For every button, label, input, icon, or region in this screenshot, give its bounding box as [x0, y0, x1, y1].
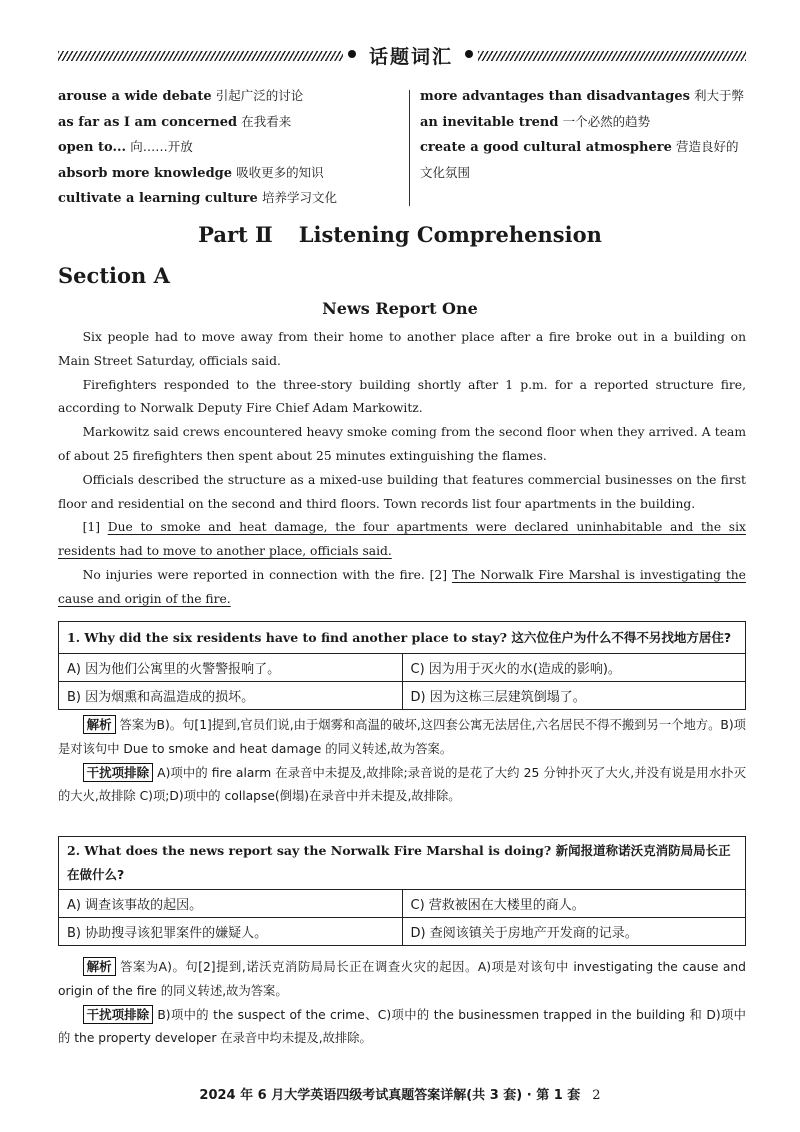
distractor-tag: 干扰项排除 — [83, 1005, 154, 1024]
vocab-zh: 一个必然的趋势 — [562, 113, 651, 129]
banner-hatch-right — [478, 51, 746, 61]
vocab-en: arouse a wide debate — [58, 89, 212, 104]
vocab-item — [420, 110, 746, 136]
part-heading: Listening Comprehension — [298, 222, 602, 247]
sentence-marker: [1] — [82, 520, 101, 535]
vocab-zh: 营造良好的文化氛围 — [420, 139, 739, 180]
vocab-zh: 利大于弊 — [694, 88, 745, 103]
analysis-text: 答案为A)。句[2]提到,诺沃克消防局局长正在调查火灾的起因。A)项是对该句中 investigating the cause and origin of the fire 的同义转述,故为答案。 — [58, 960, 746, 998]
page-number: 2 — [592, 1088, 601, 1103]
question-1-table — [58, 621, 746, 710]
analysis-tag: 解析 — [83, 715, 116, 734]
paragraph: Officials described the structure as a mixed-use building that features commercial businesses on the first floor and residential on the second and third floors. Town records list four apartments in the building. — [58, 472, 746, 511]
vocab-list — [58, 84, 746, 216]
option-b: B) 协助搜寻该犯罪案件的嫌疑人。 — [59, 918, 403, 946]
question-2-table — [58, 836, 746, 946]
option-c: C) 因为用于灭火的水(造成的影响)。 — [402, 654, 746, 682]
analysis-tag: 解析 — [83, 957, 116, 976]
paragraph: Six people had to move away from their home to another place after a fire broke out in a building on Main Street Saturday, officials said. — [58, 330, 746, 368]
vocab-zh: 向……开放 — [130, 139, 193, 154]
vocab-column-right — [420, 84, 746, 186]
banner-dot-left — [348, 50, 356, 58]
vocab-column-left — [58, 84, 403, 212]
key-sentence-2: The Norwalk Fire Marshal is investigating the cause and origin of the fire. — [58, 567, 746, 606]
vocab-zh: 引起广泛的讨论 — [215, 88, 304, 103]
news-report-body — [58, 326, 746, 612]
question-zh: 新闻报道称诺沃克消防局局长正在做什么? — [67, 843, 731, 882]
key-sentence-1: Due to smoke and heat damage, the four apartments were declared uninhabitable and the six residents had to move to another place, officials said. — [58, 520, 746, 559]
paragraph — [58, 516, 746, 564]
option-b: B) 因为烟熏和高温造成的损坏。 — [59, 682, 403, 710]
option-d: D) 因为这栋三层建筑倒塌了。 — [402, 682, 746, 710]
part-number: Part Ⅱ — [198, 222, 273, 247]
vocab-divider — [409, 90, 410, 206]
distractor-text: A)项中的 fire alarm 在录音中未提及,故排除;录音说的是花了大约 25 分钟扑灭了大火,并没有说是用水扑灭的大火,故排除 C)项;D)项中的 collapse(倒塌)在录音中并未提及,故排除。 — [58, 765, 746, 804]
vocab-en: create a good cultural atmosphere — [420, 140, 672, 155]
option-a: A) 调查该事故的起因。 — [59, 890, 403, 918]
vocab-zh: 吸收更多的知识 — [236, 164, 324, 180]
section-title: Section A — [58, 263, 170, 288]
vocab-en: more advantages than disadvantages — [420, 89, 690, 104]
vocab-zh: 在我看来 — [241, 113, 292, 129]
paragraph: Markowitz said crews encountered heavy smoke coming from the second floor when they arrived. A team of about 25 firefighters then spent about 25 minutes extinguishing the flames. — [58, 425, 746, 463]
sentence-marker: [2] — [429, 567, 448, 582]
analysis-text: 答案为B)。句[1]提到,官员们说,由于烟雾和高温的破坏,这四套公寓无法居住,六名居民不得不搬到另一个地方。B)项是对该句中 Due to smoke and heat damage 的同义转述,故为答案。 — [58, 718, 746, 756]
news-report-title: News Report One — [322, 299, 478, 318]
question-1-text — [59, 622, 746, 654]
vocab-zh: 培养学习文化 — [261, 190, 337, 205]
distractor-paragraph — [58, 762, 746, 810]
vocab-item — [420, 135, 746, 186]
question-en: 1. Why did the six residents have to find another place to stay? — [67, 629, 507, 645]
page-footer — [0, 1084, 800, 1103]
question-2-text — [59, 837, 746, 890]
vocab-item — [58, 135, 403, 161]
banner-title: 话题词汇 — [368, 46, 453, 68]
vocab-item — [58, 186, 403, 212]
banner-hatch-left — [58, 51, 343, 61]
banner-dot-right — [465, 50, 473, 58]
vocab-item — [58, 84, 403, 110]
vocab-en: cultivate a learning culture — [58, 191, 258, 206]
vocab-item — [58, 110, 403, 136]
question-2-explanation — [58, 956, 746, 1051]
question-en: 2. What does the news report say the Norwalk Fire Marshal is doing? — [67, 843, 552, 858]
question-1-explanation — [58, 714, 746, 809]
vocab-item — [420, 84, 746, 110]
topic-vocab-banner — [58, 42, 746, 70]
vocab-item — [58, 161, 403, 187]
vocab-en: as far as I am concerned — [58, 114, 238, 130]
vocab-en: an inevitable trend — [420, 114, 559, 130]
option-d: D) 查阅该镇关于房地产开发商的记录。 — [402, 918, 746, 946]
analysis-paragraph — [58, 956, 746, 1004]
part-title — [0, 222, 800, 247]
sentence-text: No injuries were reported in connection with the fire. — [82, 567, 425, 582]
vocab-en: open to... — [58, 140, 127, 155]
paragraph: Firefighters responded to the three-story building shortly after 1 p.m. for a reported structure fire, according to Norwalk Deputy Fire Chief Adam Markowitz. — [58, 377, 746, 416]
footer-text: 2024 年 6 月大学英语四级考试真题答案详解(共 3 套) · 第 1 套 — [199, 1088, 581, 1103]
vocab-en: absorb more knowledge — [58, 165, 233, 181]
question-zh: 这六位住户为什么不得不另找地方居住? — [511, 629, 732, 645]
paragraph — [58, 564, 746, 612]
option-a: A) 因为他们公寓里的火警警报响了。 — [59, 654, 403, 682]
option-c: C) 营救被困在大楼里的商人。 — [402, 890, 746, 918]
distractor-paragraph — [58, 1004, 746, 1052]
analysis-paragraph — [58, 714, 746, 762]
distractor-text: B)项中的 the suspect of the crime、C)项中的 the businessmen trapped in the building 和 D)项中的 the property developer 在录音中均未提及,故排除。 — [58, 1007, 746, 1046]
distractor-tag: 干扰项排除 — [83, 763, 154, 782]
